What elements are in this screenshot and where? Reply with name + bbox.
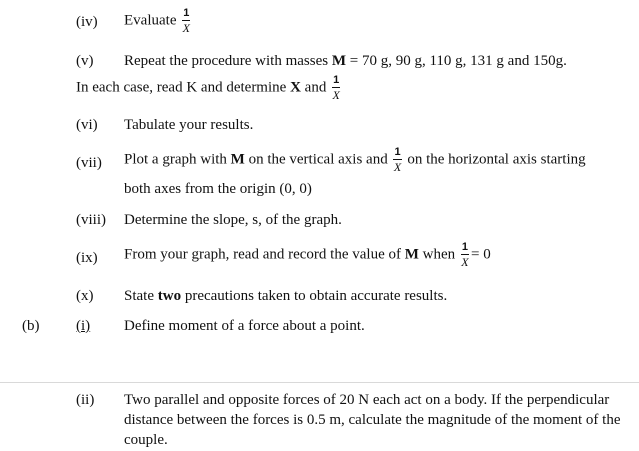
item-vii-line2: both axes from the origin (0, 0) [124, 181, 312, 197]
item-x-pre: State [124, 288, 154, 304]
item-x-post: precautions taken to obtain accurate results. [184, 288, 448, 304]
item-v-cont-and: and [304, 79, 327, 96]
item-number-v: (v) [76, 53, 94, 69]
fraction-denominator: X [461, 255, 469, 269]
item-number-i: (i) [76, 318, 91, 334]
item-x-text [124, 288, 447, 305]
mass-symbol: M [331, 53, 347, 69]
item-v-continuation [76, 75, 342, 101]
fraction-1-over-x [332, 75, 340, 101]
mass-symbol: M [404, 246, 419, 263]
fraction-1-over-x [182, 8, 190, 34]
item-ix-post: = 0 [471, 246, 491, 263]
item-ix-mid: when [422, 246, 456, 263]
item-vii-post: on the horizontal axis starting [407, 151, 586, 168]
item-number-vii: (vii) [76, 155, 102, 171]
item-vii-pre: Plot a graph with [124, 151, 227, 168]
fraction-numerator: 1 [183, 7, 190, 19]
part-label-b: (b) [22, 318, 40, 334]
item-b-i-text: Define moment of a force about a point. [124, 318, 365, 334]
item-v-cont-label: In each case, read K and determine [76, 79, 287, 96]
item-vii-mid: on the vertical axis and [248, 151, 388, 168]
item-number-viii: (viii) [76, 212, 106, 228]
item-number-vi: (vi) [76, 117, 98, 133]
fraction-numerator: 1 [461, 241, 469, 253]
item-ii-text: Two parallel and opposite forces of 20 N each act on a body. If the perpendicular distance between the forces is 0.5 m, calculate the magnitude of the moment of the couple. [124, 392, 621, 448]
item-viii-text: Determine the slope, s, of the graph. [124, 212, 342, 228]
item-number-iv: (iv) [76, 14, 98, 30]
x-symbol: X [290, 79, 301, 96]
fraction-numerator: 1 [333, 74, 340, 86]
item-v-masses: = 70 g, 90 g, 110 g, 131 g and 150g. [349, 53, 567, 69]
fraction-1-over-x [393, 147, 401, 173]
fraction-1-over-x [461, 242, 469, 268]
item-iv-text [124, 8, 192, 34]
item-vi-text: Tabulate your results. [124, 117, 254, 133]
item-ix-pre: From your graph, read and record the value of [124, 246, 401, 263]
item-v-text [124, 53, 567, 70]
fraction-denominator: X [182, 21, 190, 35]
fraction-denominator: X [393, 160, 402, 174]
emphasis-two: two [157, 288, 182, 304]
item-number-x: (x) [76, 288, 94, 304]
section-divider [0, 382, 639, 383]
item-v-label: Repeat the procedure with masses [124, 53, 329, 69]
item-ix-text [124, 242, 491, 268]
fraction-numerator: 1 [394, 146, 401, 158]
mass-symbol: M [230, 151, 245, 168]
item-number-ix: (ix) [76, 250, 98, 266]
item-iv-label: Evaluate [124, 12, 177, 29]
item-number-ii: (ii) [76, 392, 95, 408]
item-vii-text [124, 147, 586, 173]
fraction-denominator: X [332, 88, 340, 102]
